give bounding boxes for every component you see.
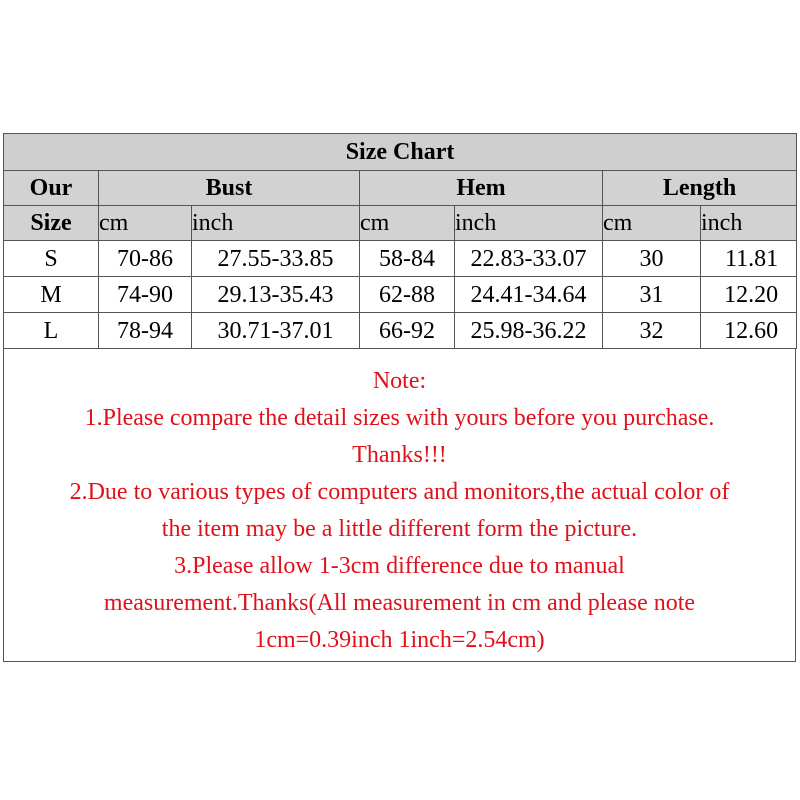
length-cm-cell: 32 xyxy=(603,313,701,349)
note-heading: Note: xyxy=(372,368,427,394)
table-row xyxy=(4,241,797,277)
unit-header-cell: cm xyxy=(99,206,192,241)
bust-cm-cell: 70-86 xyxy=(99,241,192,277)
unit-header-cell: inch xyxy=(701,206,797,241)
note-line: 1cm=0.39inch 1inch=2.54cm) xyxy=(254,627,545,653)
length-inch-cell: 11.81 xyxy=(701,241,797,277)
length-inch-cell: 12.20 xyxy=(701,277,797,313)
bust-inch-cell: 27.55-33.85 xyxy=(192,241,360,277)
bust-cm-cell: 74-90 xyxy=(99,277,192,313)
bust-cm-cell: 78-94 xyxy=(99,313,192,349)
bust-inch-cell: 29.13-35.43 xyxy=(192,277,360,313)
length-inch-cell: 12.60 xyxy=(701,313,797,349)
bust-inch-cell: 30.71-37.01 xyxy=(192,313,360,349)
hem-cm-cell: 62-88 xyxy=(360,277,455,313)
unit-header-cell: inch xyxy=(192,206,360,241)
notes-box xyxy=(3,349,796,662)
note-line: Thanks!!! xyxy=(352,442,447,468)
bust-header: Bust xyxy=(99,171,360,206)
size-table xyxy=(3,133,797,349)
note-line: measurement.Thanks(All measurement in cm and please note xyxy=(103,590,696,616)
table-title: Size Chart xyxy=(4,134,797,171)
our-size-header-top: Our xyxy=(4,171,99,206)
size-chart xyxy=(3,133,796,662)
note-line: 1.Please compare the detail sizes with yours before you purchase. xyxy=(84,405,715,431)
size-cell: L xyxy=(4,313,99,349)
title-row xyxy=(4,134,797,171)
unit-header-cell: inch xyxy=(455,206,603,241)
hem-header: Hem xyxy=(360,171,603,206)
size-cell: M xyxy=(4,277,99,313)
table-row xyxy=(4,313,797,349)
length-cm-cell: 30 xyxy=(603,241,701,277)
table-row xyxy=(4,277,797,313)
group-header-row xyxy=(4,171,797,206)
unit-header-row xyxy=(4,206,797,241)
size-cell: S xyxy=(4,241,99,277)
unit-header-cell: cm xyxy=(360,206,455,241)
hem-cm-cell: 66-92 xyxy=(360,313,455,349)
hem-cm-cell: 58-84 xyxy=(360,241,455,277)
length-header: Length xyxy=(603,171,797,206)
hem-inch-cell: 25.98-36.22 xyxy=(455,313,603,349)
our-size-header-bottom: Size xyxy=(4,206,99,241)
unit-header-cell: cm xyxy=(603,206,701,241)
hem-inch-cell: 24.41-34.64 xyxy=(455,277,603,313)
hem-inch-cell: 22.83-33.07 xyxy=(455,241,603,277)
note-line: the item may be a little different form the picture. xyxy=(161,516,638,542)
note-line: 2.Due to various types of computers and monitors,the actual color of xyxy=(69,479,730,505)
length-cm-cell: 31 xyxy=(603,277,701,313)
note-line: 3.Please allow 1-3cm difference due to manual xyxy=(174,553,625,579)
